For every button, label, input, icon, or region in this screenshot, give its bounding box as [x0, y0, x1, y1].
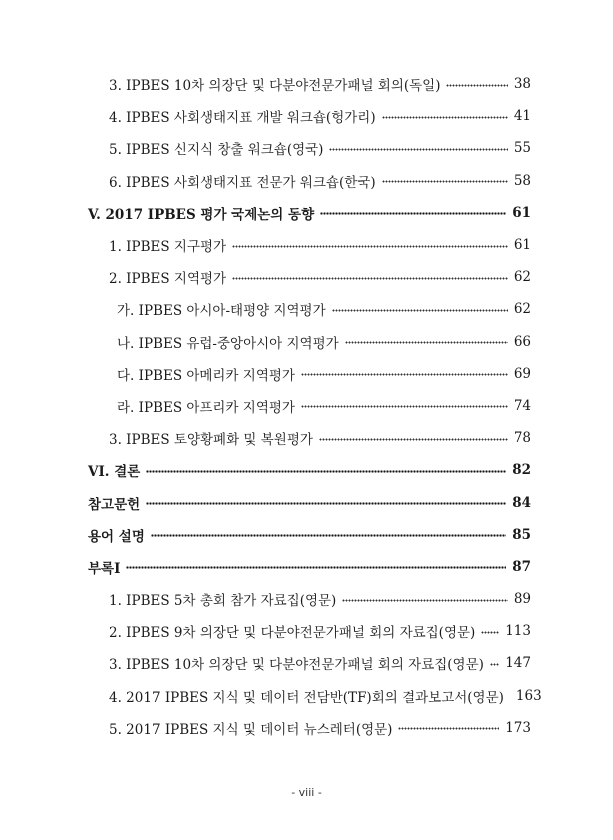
toc-entry[interactable] — [0, 615, 613, 647]
dot-leader — [342, 599, 508, 602]
toc-entry[interactable] — [0, 358, 613, 390]
dot-leader — [146, 502, 506, 505]
toc-entry-title: V. 2017 IPBES 평가 국제논의 동향 — [88, 206, 315, 223]
dot-leader — [345, 341, 508, 344]
dot-leader — [398, 727, 499, 730]
dot-leader — [232, 245, 508, 248]
dot-leader — [481, 631, 499, 634]
toc-entry-page: 58 — [513, 172, 531, 189]
toc-entry-page: 61 — [513, 237, 531, 254]
toc-entry[interactable] — [0, 486, 613, 518]
toc-entry-page: 41 — [513, 108, 531, 125]
toc-entry-page: 62 — [513, 269, 531, 286]
dot-leader — [329, 148, 507, 151]
toc-entry-page: 55 — [513, 140, 531, 157]
dot-leader — [146, 470, 506, 473]
dot-leader — [151, 534, 506, 537]
toc-entry-page: 82 — [512, 462, 531, 479]
dot-leader — [232, 277, 508, 280]
toc-entry-title: 참고문헌 — [88, 496, 141, 513]
dot-leader — [126, 566, 506, 569]
toc-entry[interactable] — [0, 680, 613, 712]
toc-entry-page: 113 — [505, 623, 531, 640]
toc-entry-title: 1. IPBES 지구평가 — [109, 239, 227, 256]
toc-entry-title: 나. IPBES 유럽-중앙아시아 지역평가 — [117, 335, 339, 352]
toc-entry-page: 163 — [515, 687, 542, 704]
table-of-contents — [0, 68, 613, 744]
toc-entry-title: 2. IPBES 지역평가 — [109, 271, 227, 288]
toc-entry[interactable] — [0, 390, 613, 422]
dot-leader — [320, 212, 506, 215]
toc-entry[interactable] — [0, 551, 613, 583]
page-number: - viii - — [291, 786, 322, 799]
dot-leader — [332, 309, 508, 312]
toc-entry[interactable] — [0, 647, 613, 679]
toc-entry[interactable] — [0, 583, 613, 615]
dot-leader — [490, 663, 499, 666]
toc-entry[interactable] — [0, 422, 613, 454]
toc-entry[interactable] — [0, 293, 613, 325]
toc-entry-page: 62 — [513, 301, 531, 318]
toc-entry-title: 라. IPBES 아프리카 지역평가 — [117, 399, 295, 416]
dot-leader — [382, 116, 508, 119]
toc-entry[interactable] — [0, 326, 613, 358]
dot-leader — [382, 180, 508, 183]
toc-entry-page: 84 — [512, 494, 531, 511]
toc-entry-page: 87 — [512, 558, 531, 575]
dot-leader — [319, 438, 508, 441]
toc-entry-page: 66 — [513, 333, 531, 350]
toc-entry-title: 4. 2017 IPBES 지식 및 데이터 전담반(TF)회의 결과보고서(영문) — [109, 689, 504, 706]
toc-entry[interactable] — [0, 712, 613, 744]
toc-entry[interactable] — [0, 165, 613, 197]
toc-entry-page: 74 — [513, 397, 531, 414]
dot-leader — [301, 405, 508, 408]
toc-entry-page: 85 — [512, 526, 531, 543]
toc-entry-title: VI. 결론 — [88, 464, 141, 481]
toc-entry[interactable] — [0, 229, 613, 261]
toc-entry[interactable] — [0, 132, 613, 164]
toc-entry-page: 89 — [513, 591, 531, 608]
toc-entry-title: 2. IPBES 9차 의장단 및 다분야전문가패널 회의 자료집(영문) — [109, 625, 476, 642]
toc-entry-title: 부록I — [88, 560, 121, 577]
toc-entry-page: 69 — [513, 365, 531, 382]
toc-entry-title: 3. IPBES 토양황폐화 및 복원평가 — [109, 432, 313, 449]
toc-entry[interactable] — [0, 100, 613, 132]
toc-entry[interactable] — [0, 197, 613, 229]
toc-entry-title: 용어 설명 — [88, 528, 145, 545]
toc-entry-title: 3. IPBES 10차 의장단 및 다분야전문가패널 회의 자료집(영문) — [109, 657, 484, 674]
dot-leader — [446, 84, 507, 87]
toc-entry-title: 다. IPBES 아메리카 지역평가 — [117, 367, 295, 384]
toc-entry-title: 5. 2017 IPBES 지식 및 데이터 뉴스레터(영문) — [109, 721, 393, 738]
toc-entry-page: 147 — [505, 655, 531, 672]
toc-entry-title: 가. IPBES 아시아-태평양 지역평가 — [117, 303, 326, 320]
toc-entry-page: 38 — [513, 76, 531, 93]
toc-entry-title: 5. IPBES 신지식 창출 워크숍(영국) — [109, 142, 324, 159]
toc-entry[interactable] — [0, 519, 613, 551]
toc-entry[interactable] — [0, 261, 613, 293]
toc-entry-page: 61 — [512, 204, 531, 221]
dot-leader — [301, 373, 508, 376]
toc-entry[interactable] — [0, 454, 613, 486]
toc-entry[interactable] — [0, 68, 613, 100]
toc-entry-page: 173 — [505, 719, 531, 736]
toc-entry-title: 1. IPBES 5차 총회 참가 자료집(영문) — [109, 593, 337, 610]
toc-entry-title: 3. IPBES 10차 의장단 및 다분야전문가패널 회의(독일) — [109, 78, 441, 95]
toc-entry-title: 4. IPBES 사회생태지표 개발 워크숍(헝가리) — [109, 110, 376, 127]
toc-entry-page: 78 — [513, 430, 531, 447]
toc-entry-title: 6. IPBES 사회생태지표 전문가 워크숍(한국) — [109, 174, 376, 191]
